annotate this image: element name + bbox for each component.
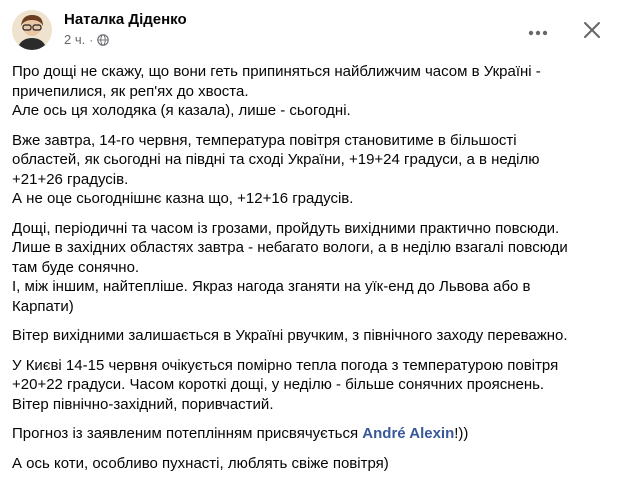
paragraph-kyiv: [12, 356, 608, 415]
post-text-line: А не оце сьогоднішнє казна що, +12+16 градусів.: [12, 190, 354, 207]
globe-icon: [97, 34, 109, 46]
meta-separator: ·: [89, 32, 94, 47]
post-text-line: Але ось ця холодяка (я казала), лише - сьогодні.: [12, 102, 351, 119]
paragraph-dedication: [12, 424, 608, 444]
more-options-icon: [528, 23, 548, 41]
post-text-line: А ось коти, особливо пухнасті, люблять свіже повітря): [12, 454, 389, 472]
paragraph-intro: [12, 62, 608, 121]
post-text-line: Дощі, періодичні та часом із грозами, пройдуть вихідними практично повсюди.: [12, 219, 560, 237]
post-text-line: областей, як сьогодні на півдні та сході України, +19+24 градуси, а в неділю: [12, 151, 540, 168]
post-text-line: [12, 424, 608, 444]
post-text-line: причепилися, як реп'ях до хвоста.: [12, 82, 249, 100]
post-text-line: Вітер північно-західний, поривчастий.: [12, 395, 274, 413]
paragraph-cats: [12, 454, 608, 474]
post-text-line: +21+26 градусів.: [12, 170, 129, 188]
post-header: [12, 4, 608, 54]
post-meta: [64, 32, 109, 47]
post-text-line: Вітер вихідними залишається в Україні рвучким, з північного заходу переважно.: [12, 327, 568, 344]
post-text-line: У Києві 14-15 червня очікується помірно тепла погода з температурою повітря: [12, 356, 559, 374]
close-button[interactable]: [578, 18, 606, 46]
paragraph-rain: [12, 219, 608, 317]
post-text-line: там буде сонячно.: [12, 258, 140, 276]
close-icon: [583, 21, 601, 44]
dedication-suffix: !)): [454, 425, 469, 442]
post-text-line: Вже завтра, 14-го червня, температура повітря становитиме в більшості: [12, 131, 517, 149]
more-options-button[interactable]: [526, 20, 550, 44]
paragraph-tomorrow: [12, 131, 608, 209]
post-text-line: Про дощі не скажу, що вони геть припиняться найближчим часом в Україні -: [12, 63, 541, 80]
post-text-line: І, між іншим, найтепліше. Якраз нагода зганяти на уїк-енд до Львова або в: [12, 278, 531, 295]
author-avatar[interactable]: [12, 10, 52, 50]
post-body: [12, 62, 608, 483]
post-text-line: Лише в західних областях завтра - небагато вологи, а в неділю взагалі повсюди: [12, 239, 568, 256]
post-text-line: Карпати): [12, 297, 74, 315]
post-time[interactable]: 2 ч.: [64, 32, 86, 47]
paragraph-wind: [12, 326, 608, 346]
dedication-text: Прогноз із заявленим потеплінням присвячується: [12, 425, 363, 442]
post-text-line: +20+22 градуси. Часом короткі дощі, у неділю - більше сонячних прояснень.: [12, 376, 545, 393]
mention-link[interactable]: André Alexin: [362, 425, 455, 442]
author-name[interactable]: Наталка Діденко: [64, 11, 187, 28]
